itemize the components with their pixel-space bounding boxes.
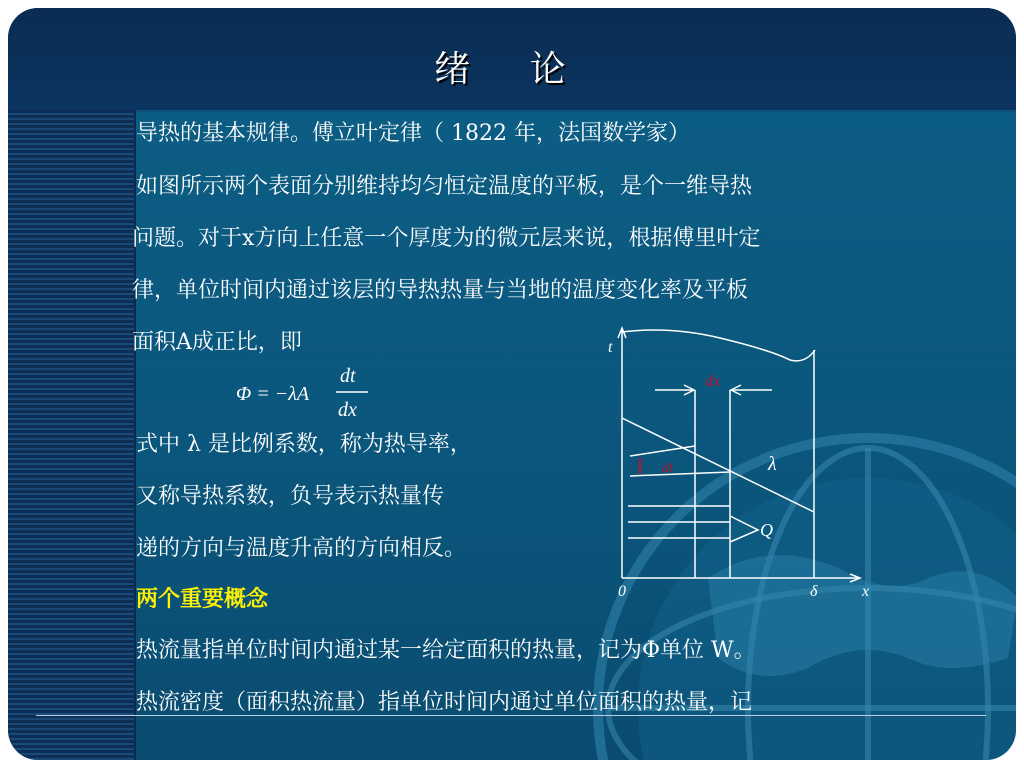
explanation-line-1: 式中 λ 是比例系数，称为热导率， <box>136 432 472 457</box>
paragraph-line-2: 问题。对于x方向上任意一个厚度为的微元层来说，根据傅里叶定 <box>132 226 761 251</box>
formula-lhs: Φ = −λA <box>236 383 310 405</box>
fourier-formula <box>236 360 396 430</box>
delta-label: δ <box>810 583 818 600</box>
explanation-line-2: 又称导热系数，负号表示热量传 <box>136 484 445 509</box>
concepts-heading: 两个重要概念 <box>136 586 269 612</box>
slide-title: 绪 论 <box>434 49 590 90</box>
temperature-profile-curve <box>622 330 815 361</box>
dx-label: dx <box>705 373 721 390</box>
bottom-divider <box>36 715 986 716</box>
t-axis-label: t <box>608 339 613 356</box>
dt-label: dt <box>662 461 673 476</box>
slide <box>8 8 1016 760</box>
dt-lower-line <box>630 472 730 476</box>
concept-heat-flux: 热流密度（面积热流量）指单位时间内通过单位面积的热量，记 <box>136 690 753 715</box>
explanation-line-3: 递的方向与温度升高的方向相反。 <box>136 536 467 561</box>
origin-label: 0 <box>618 583 626 600</box>
temperature-line <box>622 418 814 512</box>
concept-heat-flow: 热流量指单位时间内通过某一给定面积的热量，记为Φ单位 W。 <box>136 638 756 663</box>
formula-numerator: dt <box>340 365 356 387</box>
formula-denominator: dx <box>338 399 357 421</box>
q-label: Q <box>760 520 773 540</box>
paragraph-line-4: 面积A成正比，即 <box>132 330 302 355</box>
left-stripe-decoration <box>8 110 134 760</box>
paragraph-line-1: 如图所示两个表面分别维持均匀恒定温度的平板，是个一维导热 <box>136 174 753 199</box>
title-bar <box>8 8 1016 112</box>
x-axis-label: x <box>862 583 870 600</box>
plate-conduction-diagram <box>600 320 890 610</box>
lambda-label: λ <box>768 453 777 475</box>
q-pointer <box>730 516 758 542</box>
dt-upper-line <box>630 446 695 456</box>
paragraph-fourier-law: 导热的基本规律。傅立叶定律（ 1822 年，法国数学家） <box>136 121 690 146</box>
paragraph-line-3: 律，单位时间内通过该层的导热热量与当地的温度变化率及平板 <box>132 278 749 303</box>
